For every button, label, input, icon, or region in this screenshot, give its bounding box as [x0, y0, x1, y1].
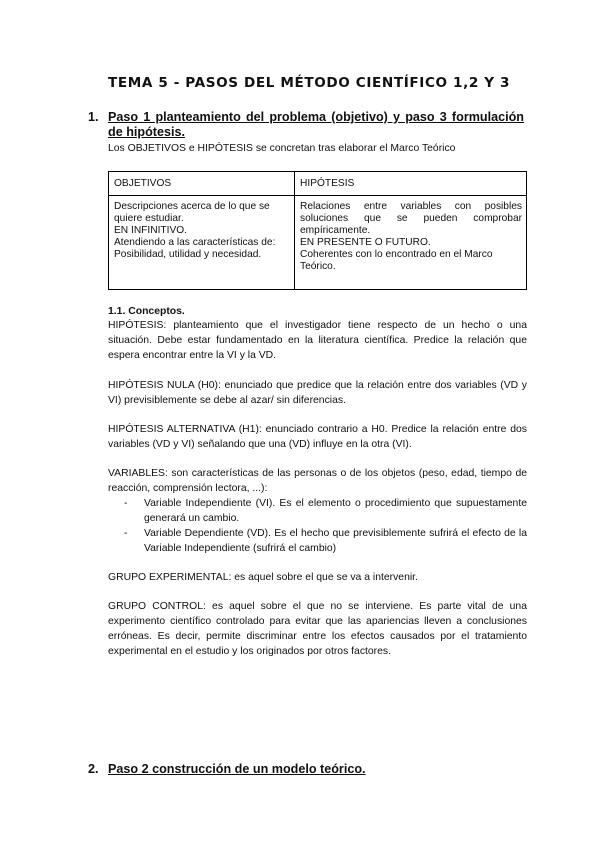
- objetivos-line-2: EN INFINITIVO.: [114, 225, 188, 236]
- paragraph-hipotesis-nula: HIPÓTESIS NULA (H0): enunciado que predice que la relación entre dos variables (VD y VI) previsiblemente se debe al azar/ sin diferencias.: [108, 380, 527, 406]
- list-item: [108, 496, 527, 526]
- paragraph-variables: VARIABLES: son características de las personas o de los objetos (peso, edad, tiempo de reacción, comprensión lectora, ...):: [108, 468, 527, 494]
- subsection-heading: 1.1. Conceptos.: [108, 306, 185, 317]
- header-hipotesis: HIPÓTESIS: [295, 172, 527, 196]
- table-body-row: [109, 196, 527, 290]
- paragraph-hipotesis-alternativa: HIPÓTESIS ALTERNATIVA (H1): enunciado contrario a H0. Predice la relación entre dos variables (VD y VI) señalando que una (VD) influye en la otra (VI).: [108, 424, 527, 450]
- section-1-intro: Los OBJETIVOS e HIPÓTESIS se concretan tras elaborar el Marco Teórico: [108, 143, 456, 154]
- section-2-number: 2.: [88, 762, 99, 776]
- paragraph-grupo-control: GRUPO CONTROL: es aquel sobre el que no se interviene. Es parte vital de una experimento científico controlado para evitar que las apariencias lleven a conclusiones erróneas. Es decir, permite discriminar entre los efectos causados por el tratamiento experimental en el estudio y los originados por otros factores.: [108, 601, 527, 657]
- bullet-dash: -: [124, 498, 128, 509]
- objetivos-line-1: Descripciones acerca de lo que se quiere estudiar.: [114, 201, 270, 224]
- hipotesis-line-2: EN PRESENTE O FUTURO.: [300, 237, 431, 248]
- paragraph-hipotesis: HIPÓTESIS: planteamiento que el investigador tiene respecto de un hecho o una situación. Debe estar fundamentado en la literatura científica. Predice la relación que espera encontrar entre la VI y la VD.: [108, 320, 527, 361]
- variable-dependiente-text: Variable Dependiente (VD). Es el hecho que previsiblemente sufrirá el efecto de la Variable Independiente (sufrirá el cambio): [144, 528, 527, 554]
- paragraph-grupo-experimental: GRUPO EXPERIMENTAL: es aquel sobre el que se va a intervenir.: [108, 572, 418, 583]
- hipotesis-line-3: Coherentes con lo encontrado en el Marco Teórico.: [300, 249, 493, 272]
- objetivos-cell: [109, 196, 295, 290]
- objectives-hypotheses-table: [108, 171, 527, 290]
- variables-list: [108, 496, 527, 556]
- objetivos-line-3: Atendiendo a las características de:: [114, 237, 276, 248]
- table-header-row: [109, 172, 527, 196]
- document-title: TEMA 5 - PASOS DEL MÉTODO CIENTÍFICO 1,2 Y 3: [108, 75, 511, 91]
- list-item: [108, 526, 527, 556]
- section-1-title: Paso 1 planteamiento del problema (objetivo) y paso 3 formulación de hipótesis.: [108, 110, 524, 139]
- hipotesis-line-1: Relaciones entre variables con posibles soluciones que se pueden comprobar empíricamente.: [300, 201, 522, 236]
- section-2-title: Paso 2 construcción de un modelo teórico.: [108, 762, 366, 776]
- section-1-number: 1.: [88, 110, 99, 124]
- header-objetivos: OBJETIVOS: [109, 172, 295, 196]
- hipotesis-cell: [295, 196, 527, 290]
- objetivos-line-4: Posibilidad, utilidad y necesidad.: [114, 249, 262, 260]
- bullet-dash: -: [124, 528, 128, 539]
- variable-independiente-text: Variable Independiente (VI). Es el elemento o procedimiento que supuestamente generará un cambio.: [144, 498, 527, 524]
